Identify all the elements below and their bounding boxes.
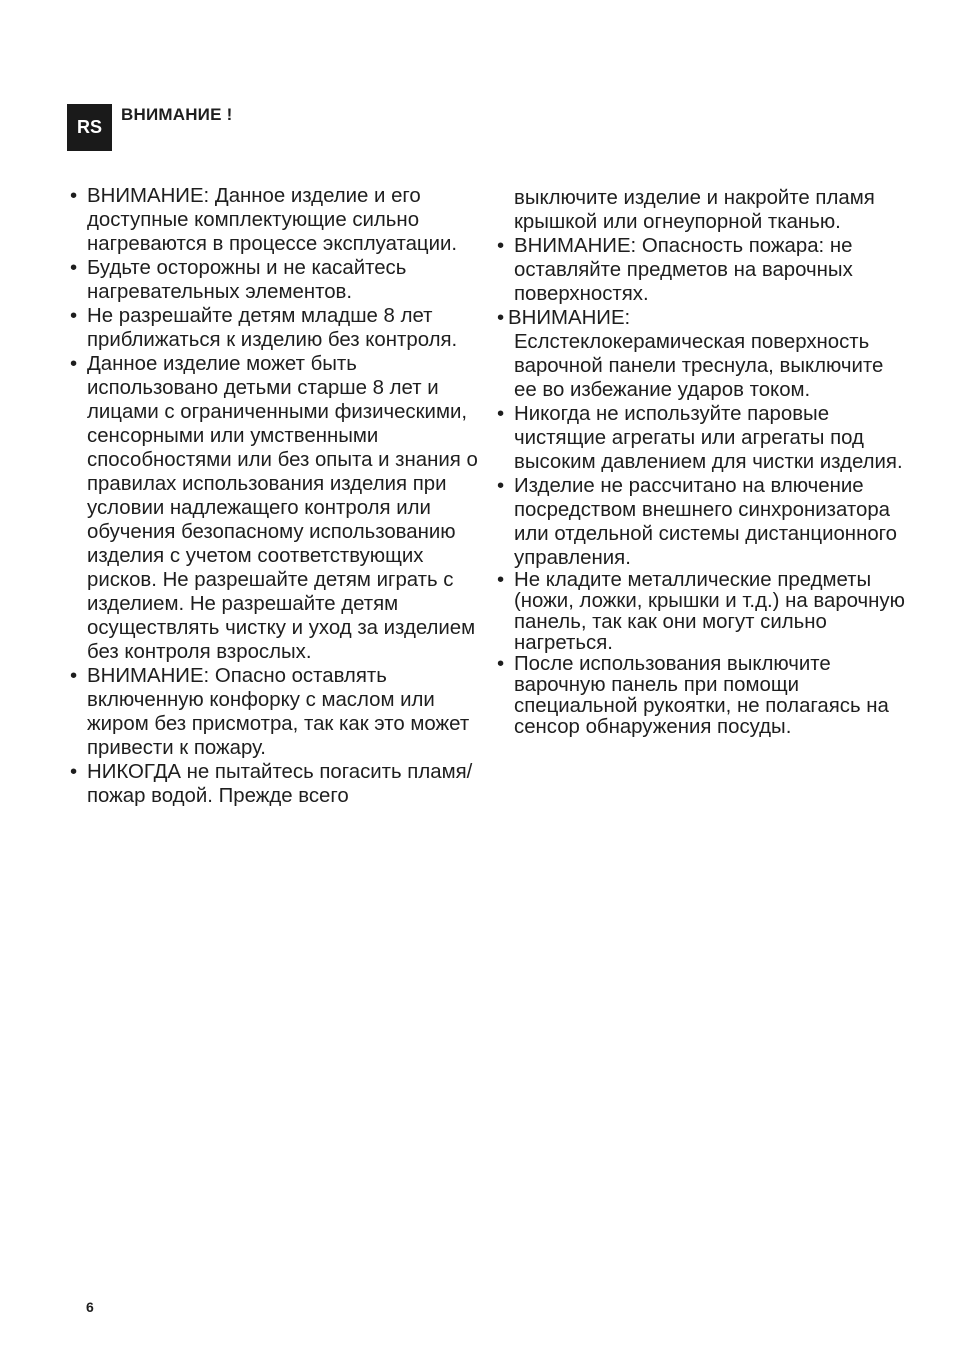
left-column-warnings xyxy=(70,184,490,808)
page-number: 6 xyxy=(86,1299,94,1315)
warning-text: Будьте осторожны и не касайтесь нагревательных элементов. xyxy=(87,257,407,303)
bullet-icon: • xyxy=(70,257,78,279)
warning-text: Еслстеклокерамическая поверхность варочной панели треснула, выключите ее во избежание ударов током. xyxy=(514,331,884,401)
bullet-icon: • xyxy=(70,185,78,207)
warning-item xyxy=(70,352,490,664)
bullet-icon: • xyxy=(70,761,78,783)
warning-item xyxy=(497,474,907,570)
bullet-icon: • xyxy=(70,353,78,375)
warning-item xyxy=(497,306,907,402)
warning-item xyxy=(497,234,907,306)
warning-text: Никогда не используйте паровые чистящие агрегаты или агрегаты под высоким давлением для чистки изделия. xyxy=(514,403,903,473)
warning-item xyxy=(497,570,907,654)
right-column-warnings xyxy=(497,186,907,738)
bullet-icon: • xyxy=(497,569,505,591)
warning-text: ВНИМАНИЕ: Опасность пожара: не оставляйте предметов на варочных поверхностях. xyxy=(514,235,853,305)
bullet-icon: • xyxy=(497,653,505,675)
warning-text: ВНИМАНИЕ: xyxy=(508,307,631,329)
bullet-icon: • xyxy=(70,665,78,687)
language-badge: RS xyxy=(67,104,112,151)
section-title: ВНИМАНИЕ ! xyxy=(121,105,233,124)
warning-text: Не кладите металлические предметы (ножи, ложки, крышки и т.д.) на варочную панель, так как они могут сильно нагреться. xyxy=(514,569,905,654)
warning-text: Изделие не рассчитано на влючение посредством внешнего синхронизатора или отдельной системы дистанционного управления. xyxy=(514,475,898,569)
warning-continuation xyxy=(497,186,907,234)
warning-text: После использования выключите варочную панель при помощи специальной рукоятки, не полагаясь на сенсор обнаружения посуды. xyxy=(514,653,889,738)
warning-text: Данное изделие может быть использовано детьми старше 8 лет и лицами с ограниченными физическими, сенсорными или умственными способностями или без опыта и знания о правилах использования изделия при условии надлежащего контроля или обучения безопасному использованию изделия с учетом соответствующих рисков. Не разрешайте детям играть с изделием. Не разрешайте детям осуществлять чистку и уход за изделием без контроля взрослых. xyxy=(87,353,478,663)
warning-item xyxy=(70,256,490,304)
warning-text: ВНИМАНИЕ: Данное изделие и его доступные комплектующие сильно нагреваются в процессе эксплуатации. xyxy=(87,185,458,255)
bullet-icon: • xyxy=(497,235,505,257)
bullet-icon: • xyxy=(497,403,505,425)
warning-item xyxy=(70,304,490,352)
bullet-icon: • xyxy=(497,307,505,329)
warning-text: Не разрешайте детям младше 8 лет приближаться к изделию без контроля. xyxy=(87,305,458,351)
warning-item xyxy=(497,654,907,738)
warning-item xyxy=(70,664,490,760)
warning-item xyxy=(497,402,907,474)
warning-text: НИКОГДА не пытайтесь погасить пламя/пожар водой. Прежде всего xyxy=(87,761,473,807)
warning-item xyxy=(70,760,490,808)
warning-text: ВНИМАНИЕ: Опасно оставлять включенную конфорку с маслом или жиром без присмотра, так как это может привести к пожару. xyxy=(87,665,470,759)
warning-item xyxy=(70,184,490,256)
warning-text: выключите изделие и накройте пламя крышкой или огнеупорной тканью. xyxy=(514,187,875,233)
bullet-icon: • xyxy=(70,305,78,327)
bullet-icon: • xyxy=(497,475,505,497)
